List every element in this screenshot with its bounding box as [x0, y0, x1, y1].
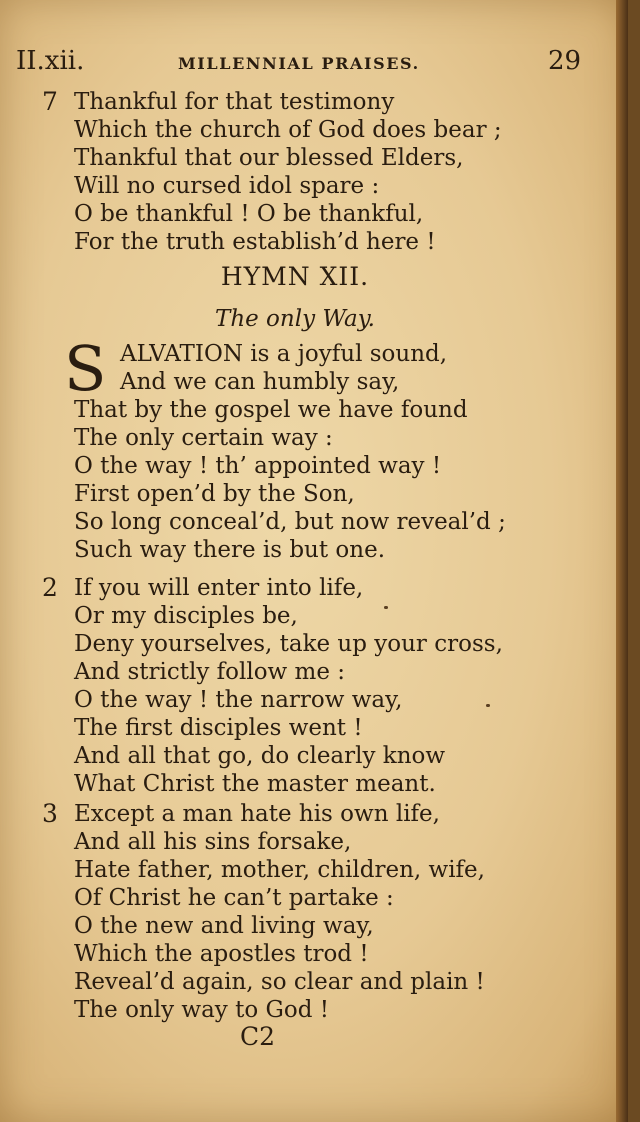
verse-line: Deny yourselves, take up your cross, — [74, 631, 503, 657]
verse-line: For the truth establish’d here ! — [74, 229, 436, 255]
verse-7 — [0, 88, 620, 256]
verse-line: Except a man hate his own life, — [74, 801, 440, 827]
verse-line: Reveal’d again, so clear and plain ! — [74, 969, 485, 995]
verse-line: Of Christ he can’t partake : — [74, 885, 394, 911]
verse-line: If you will enter into life, — [74, 575, 364, 601]
verse-line: What Christ the master meant. — [74, 771, 436, 797]
verse-line: Hate father, mother, children, wife, — [74, 857, 485, 883]
verse-line: And strictly follow me : — [74, 659, 346, 685]
verse-line: And we can humbly say, — [120, 369, 400, 395]
verse-line: O the way ! the narrow way, — [74, 687, 403, 713]
verse-line: That by the gospel we have found — [74, 397, 468, 423]
signature-mark: C2 — [240, 1022, 276, 1051]
verse-line: The only certain way : — [74, 425, 333, 451]
verse-line: Thankful that our blessed Elders, — [74, 145, 464, 171]
verse-line: Will no cursed idol spare : — [74, 173, 380, 199]
hymn-title: HYMN XII. — [220, 262, 370, 291]
hymn-subtitle: The only Way. — [214, 306, 375, 332]
verse-number: 2 — [42, 573, 58, 602]
verse-line: Which the church of God does bear ; — [74, 117, 502, 143]
verse-2 — [0, 574, 620, 798]
verse-line: O be thankful ! O be thankful, — [74, 201, 424, 227]
verse-line: Which the apostles trod ! — [74, 941, 369, 967]
verse-line: And all his sins forsake, — [74, 829, 352, 855]
verse-number: 7 — [42, 87, 58, 116]
verse-line: O the way ! th’ appointed way ! — [74, 453, 442, 479]
verse-line: The first disciples went ! — [74, 715, 363, 741]
verse-line: ALVATION is a joyful sound, — [120, 341, 448, 367]
page-number: 29 — [548, 46, 582, 76]
verse-line: The only way to God ! — [74, 997, 329, 1023]
verse-line: O the new and living way, — [74, 913, 374, 939]
verse-line: First open’d by the Son, — [74, 481, 355, 507]
paper-speck — [486, 704, 490, 707]
paper-speck — [384, 606, 388, 609]
running-title: MILLENNIAL PRAISES. — [178, 54, 420, 73]
verse-1 — [0, 368, 620, 564]
running-header — [0, 42, 628, 82]
verse-line: Thankful for that testimony — [74, 89, 395, 115]
verse-line: So long conceal’d, but now reveal’d ; — [74, 509, 506, 535]
verse-line: Or my disciples be, — [74, 603, 298, 629]
verse-3 — [0, 800, 620, 1024]
chapter-marker: II.xii. — [16, 46, 85, 76]
verse-line: And all that go, do clearly know — [74, 743, 446, 769]
drop-cap: S — [64, 332, 107, 405]
page-edge — [616, 0, 628, 1122]
verse-line: Such way there is but one. — [74, 537, 386, 563]
verse-number: 3 — [42, 799, 58, 828]
